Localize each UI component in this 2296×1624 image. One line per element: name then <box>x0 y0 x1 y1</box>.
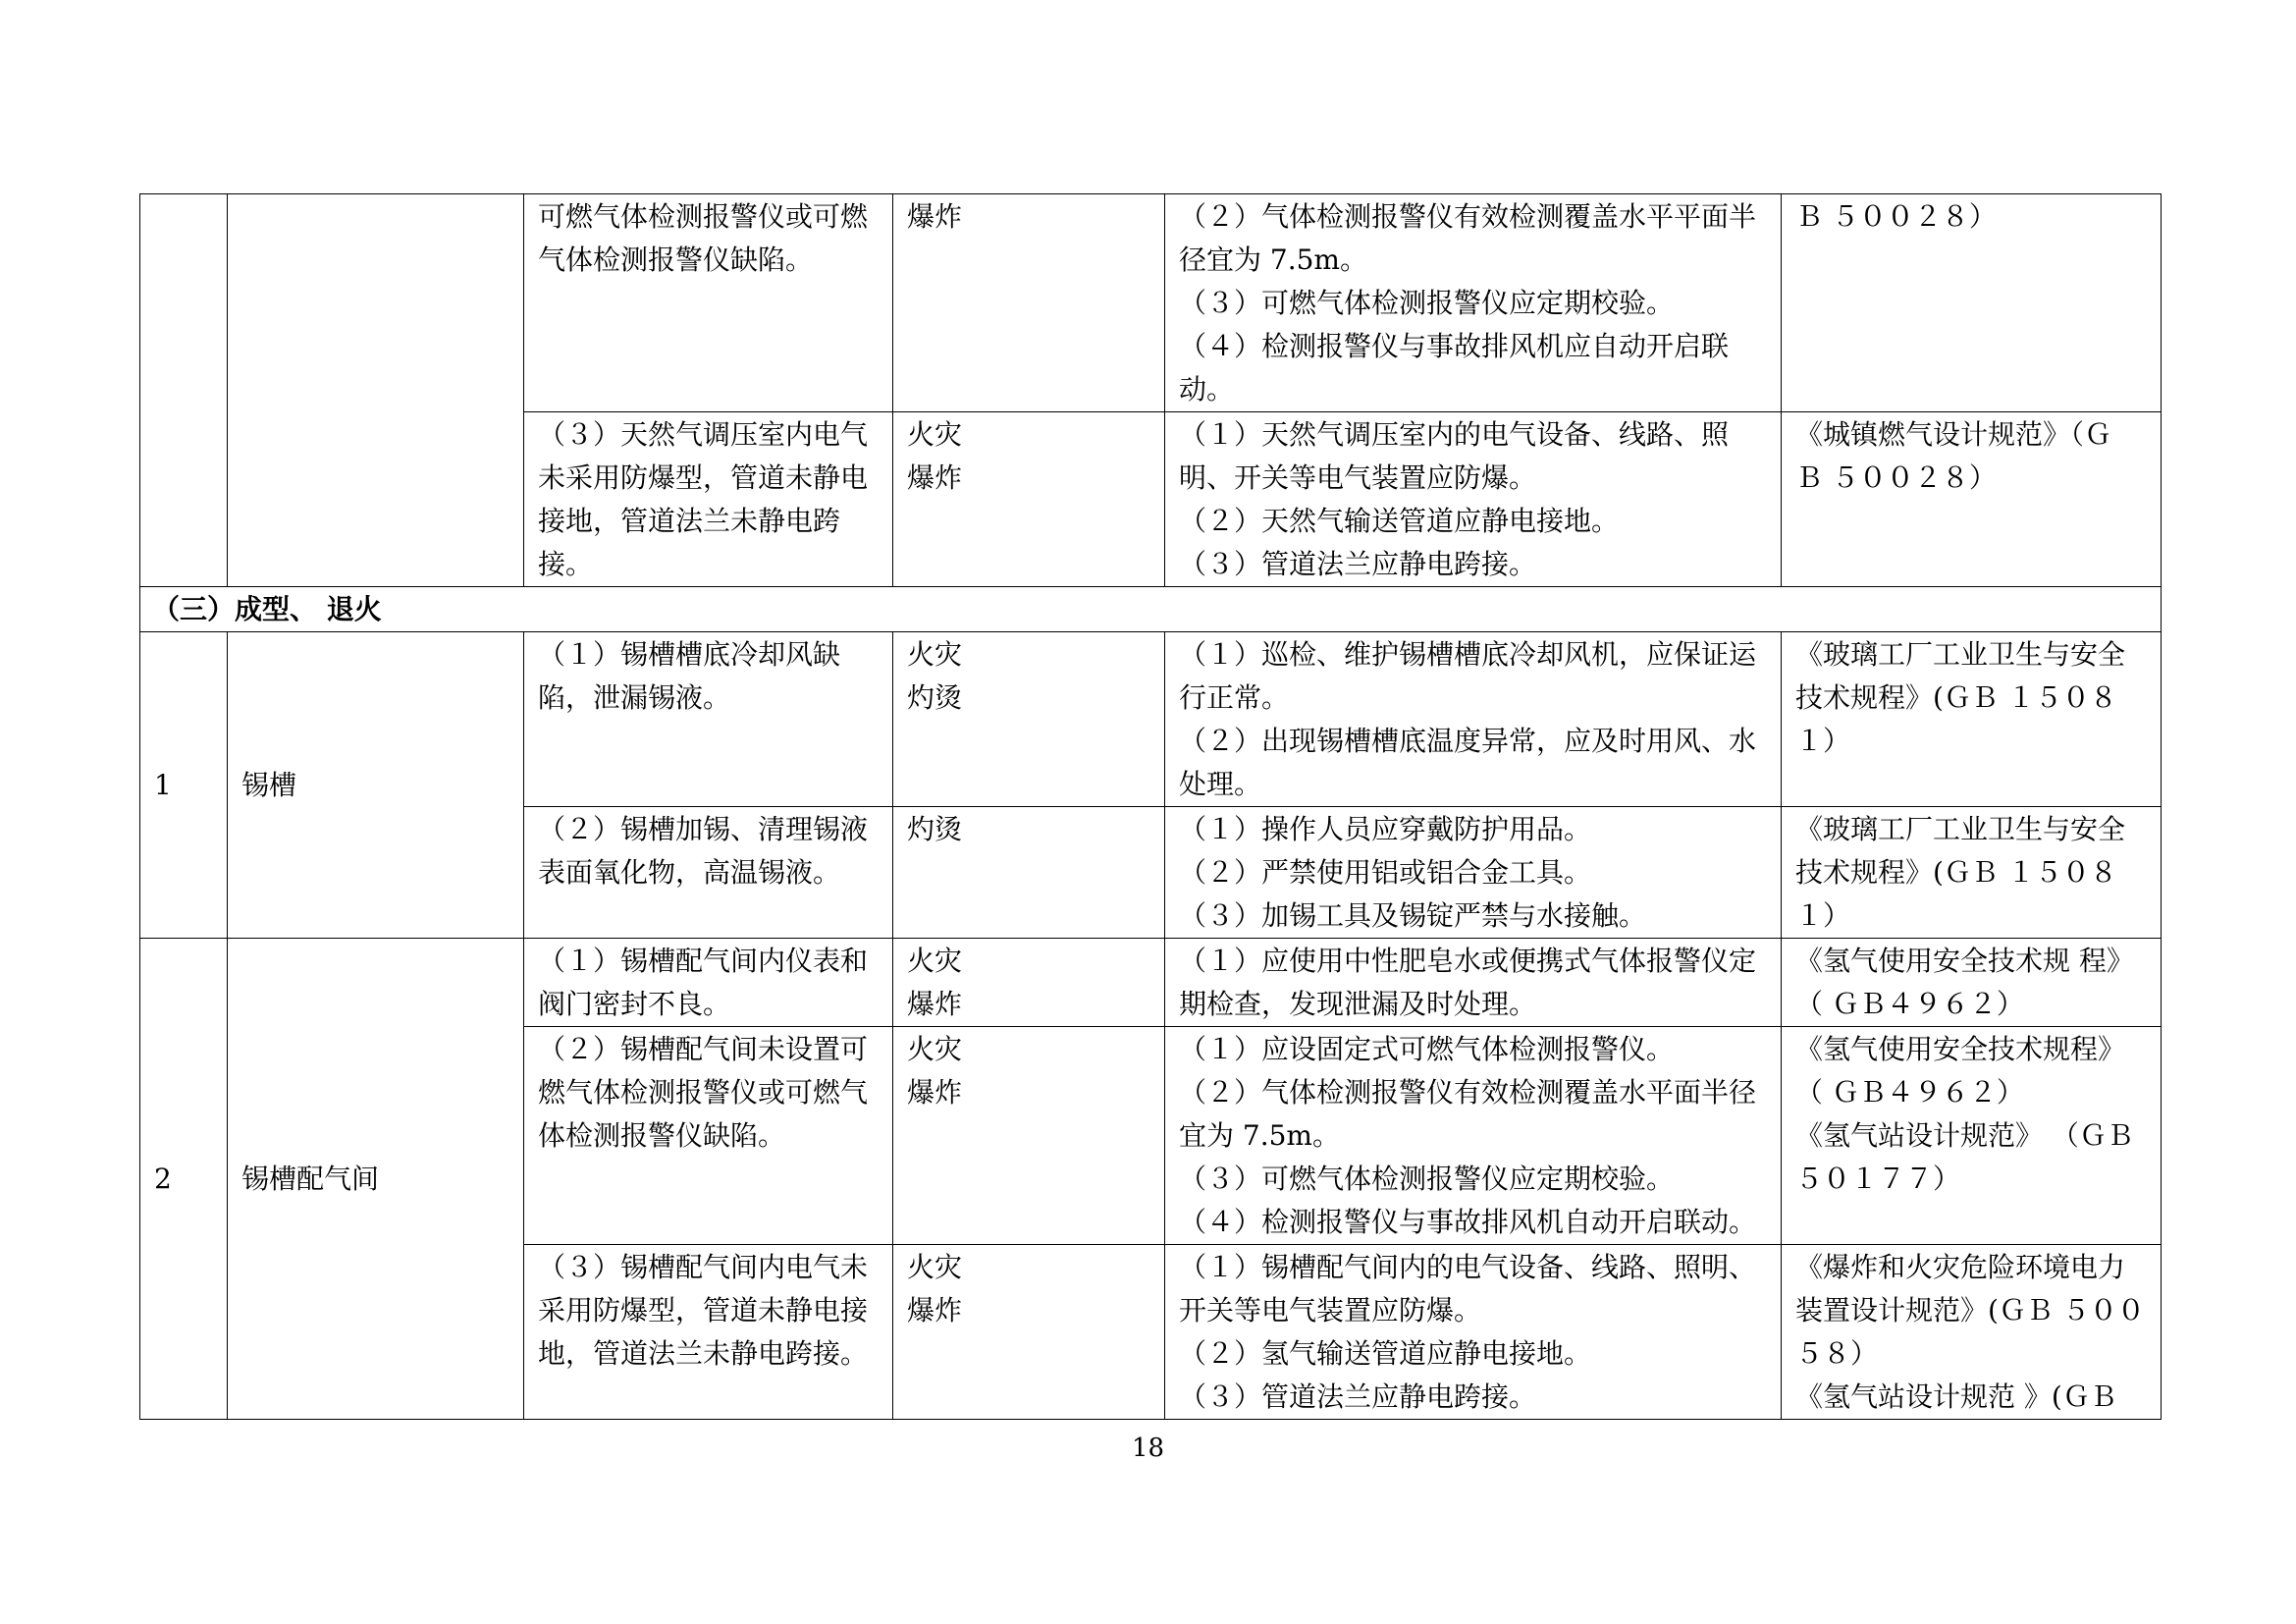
hazard-cell: （２）锡槽加锡、清理锡液表面氧化物，高温锡液。 <box>524 807 893 939</box>
measures-cell: （１）天然气调压室内的电气设备、线路、照明、开关等电气装置应防爆。 （２）天然气输送管道应静电接地。 （３）管道法兰应静电跨接。 <box>1165 412 1782 587</box>
item-location: 锡槽 <box>228 632 524 939</box>
measures-cell: （２）气体检测报警仪有效检测覆盖水平平面半径宜为 7.5m。 （３）可燃气体检测报警仪应定期校验。 （４）检测报警仪与事故排风机应自动开启联动。 <box>1165 194 1782 412</box>
page-number: 18 <box>1131 1434 1165 1463</box>
hazard-cell: 可燃气体检测报警仪或可燃气体检测报警仪缺陷。 <box>524 194 893 412</box>
basis-cell: Ｂ ５００２８） <box>1782 194 2162 412</box>
table-row <box>140 939 2162 1027</box>
hazard-cell: （１）锡槽配气间内仪表和阀门密封不良。 <box>524 939 893 1027</box>
table-row <box>140 194 2162 412</box>
no-cell <box>140 194 228 587</box>
basis-cell: 《城镇燃气设计规范》（Ｇ Ｂ ５００２８） <box>1782 412 2162 587</box>
basis-cell: 《玻璃工厂工业卫生与安全技术规程》(ＧＢ １５０８１） <box>1782 807 2162 939</box>
measures-cell: （１）锡槽配气间内的电气设备、线路、照明、开关等电气装置应防爆。 （２）氢气输送管道应静电接地。 （３）管道法兰应静电跨接。 <box>1165 1245 1782 1420</box>
measures-cell: （１）应设固定式可燃气体检测报警仪。 （２）气体检测报警仪有效检测覆盖水平面半径宜为 7.5m。 （３）可燃气体检测报警仪应定期校验。 （４）检测报警仪与事故排风机自动开启联动。 <box>1165 1027 1782 1245</box>
hazard-cell: （２）锡槽配气间未设置可燃气体检测报警仪或可燃气体检测报警仪缺陷。 <box>524 1027 893 1245</box>
hazard-cell: （３）锡槽配气间内电气未采用防爆型，管道未静电接地，管道法兰未静电跨接。 <box>524 1245 893 1420</box>
item-number: 1 <box>140 632 228 939</box>
basis-cell: 《氢气使用安全技术规 程》 （ ＧＢ４９６２） <box>1782 939 2162 1027</box>
measures-cell: （１）操作人员应穿戴防护用品。 （２）严禁使用铝或铝合金工具。 （３）加锡工具及锡锭严禁与水接触。 <box>1165 807 1782 939</box>
location-cell <box>228 194 524 587</box>
accident-cell: 爆炸 <box>893 194 1165 412</box>
item-number: 2 <box>140 939 228 1420</box>
table-row <box>140 632 2162 807</box>
accident-cell: 火灾 爆炸 <box>893 1245 1165 1420</box>
accident-cell: 火灾 爆炸 <box>893 412 1165 587</box>
basis-cell: 《玻璃工厂工业卫生与安全技术规程》(ＧＢ １５０８１） <box>1782 632 2162 807</box>
measures-cell: （１）应使用中性肥皂水或便携式气体报警仪定期检查，发现泄漏及时处理。 <box>1165 939 1782 1027</box>
section-row <box>140 587 2162 632</box>
accident-cell: 火灾 灼烫 <box>893 632 1165 807</box>
basis-cell: 《爆炸和火灾危险环境电力装置设计规范》(ＧＢ ５００５８） 《氢气站设计规范 》(ＧＢ <box>1782 1245 2162 1420</box>
section-title: （三）成型、 退火 <box>140 587 2162 632</box>
accident-cell: 火灾 爆炸 <box>893 939 1165 1027</box>
item-location: 锡槽配气间 <box>228 939 524 1420</box>
hazard-table <box>139 193 2162 1420</box>
accident-cell: 火灾 爆炸 <box>893 1027 1165 1245</box>
accident-cell: 灼烫 <box>893 807 1165 939</box>
measures-cell: （１）巡检、维护锡槽槽底冷却风机，应保证运行正常。 （２）出现锡槽槽底温度异常，应及时用风、水处理。 <box>1165 632 1782 807</box>
hazard-cell: （１）锡槽槽底冷却风缺陷，泄漏锡液。 <box>524 632 893 807</box>
hazard-cell: （３）天然气调压室内电气未采用防爆型，管道未静电接地，管道法兰未静电跨接。 <box>524 412 893 587</box>
basis-cell: 《氢气使用安全技术规程》 （ ＧＢ４９６２） 《氢气站设计规范》 （ＧＢ ５０１７７） <box>1782 1027 2162 1245</box>
